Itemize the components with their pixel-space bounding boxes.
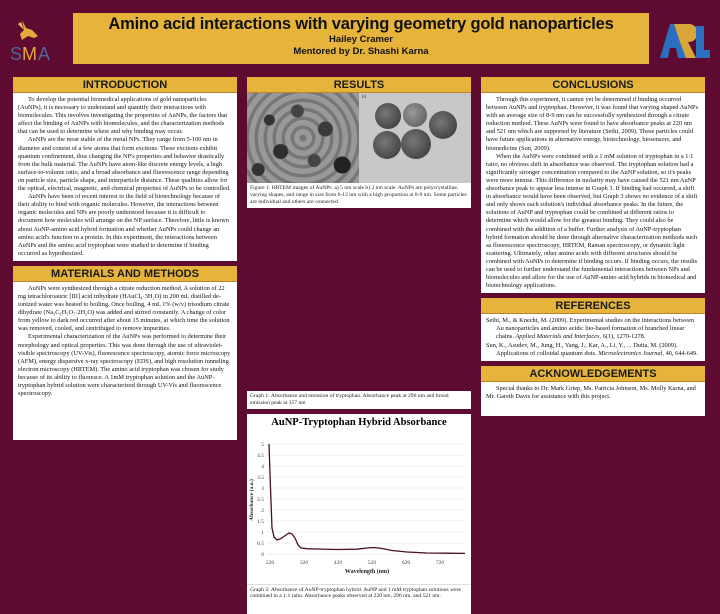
- svg-text:M: M: [22, 44, 37, 64]
- introduction-heading: INTRODUCTION: [13, 77, 237, 93]
- poster-title-banner: [73, 13, 649, 64]
- svg-text:4.5: 4.5: [257, 452, 264, 459]
- mentor-name: Mentored by Dr. Shashi Karna: [293, 46, 429, 57]
- poster-title: Amino acid interactions with varying geometry gold nanoparticles: [108, 15, 614, 33]
- methods-heading: MATERIALS AND METHODS: [13, 266, 237, 282]
- chart-title: AuNP-Tryptophan Hybrid Absorbance: [271, 416, 447, 428]
- svg-text:3.5: 3.5: [257, 474, 264, 481]
- introduction-body: [13, 93, 237, 261]
- intro-paragraph: To develop the potential biomedical applications of gold nanoparticles (AuNPs), it is necessary to understand and quantify their interactions with biomolecules. This involves investigating the properties of AuNPs, the factors that affect the binding of AuNPs with biomolecules, and the characterization methods that can be used to determine where and why binding may occur.: [18, 96, 228, 136]
- graph-1-caption: Graph 1: Absorbance and emission of tryptophan. Absorbance peak at 296 nm and broad emission peak at 357 nm: [247, 391, 471, 409]
- svg-text:Wavelength (nm): Wavelength (nm): [344, 568, 390, 575]
- svg-text:0.5: 0.5: [257, 540, 264, 547]
- results-heading: RESULTS: [247, 77, 471, 93]
- eagle-icon: [8, 18, 66, 64]
- author-name: Hailey Cramer: [329, 34, 393, 45]
- svg-text:2.5: 2.5: [257, 496, 264, 503]
- column-left: [13, 77, 237, 440]
- svg-text:2: 2: [261, 507, 264, 514]
- svg-text:Absorbance (a.u.): Absorbance (a.u.): [249, 478, 255, 521]
- svg-text:320: 320: [299, 559, 309, 566]
- figure-1: [247, 93, 471, 208]
- svg-text:A: A: [38, 44, 51, 64]
- conclusions-paragraph: When the AuNPs were combined with a 1 mM solution of tryptophan in a 1:1 ratio, no obvious shift in absorbance was observed. The tryptophan solution had a significantly stronger concentration compared to the AuNP solution, so it's peaks were more intense. This difference in molarity may have caused the 521 nm AuNP absorbance peak to appear less intense in Graph 3. If binding had occurred, a shift in absorbance would have been observed, but Graph 3 shows no evidence of a shift and only shows each solution's individual absorbance peaks. In the future, the solutions of AuNP and tryptophan could be combined at different ratios to determine which would allow for the greatest binding. They could also be combined with the addition of a buffer. Further analysis of AuNP-tryptophan hybrid formation should be done through alternative characterization methods such as fluorescence spectroscopy, HRTEM, Raman spectroscopy, or dynamic light scattering. Ultimately, other amino acids with different structures should be combined with AuNPs to determine if binding occurs. If binding occurs, the results can be used to further understand the fundamental interactions between NPs and biomolecules and allow for the use of AuNP-amino acid hybrids in biomedical and biotechnology applications.: [486, 152, 698, 290]
- references-heading: REFERENCES: [481, 298, 705, 314]
- arl-logo: [656, 18, 712, 62]
- absorbance-curve: [269, 444, 465, 553]
- graph-2: [247, 414, 471, 614]
- column-right: [481, 77, 705, 416]
- methods-body: [13, 282, 237, 440]
- svg-text:4: 4: [261, 463, 264, 470]
- svg-text:420: 420: [333, 559, 343, 566]
- svg-text:220: 220: [265, 559, 275, 566]
- svg-text:720: 720: [435, 559, 445, 566]
- svg-text:0: 0: [261, 551, 264, 558]
- svg-text:1.5: 1.5: [257, 518, 264, 525]
- figure-1-caption: Figure 1: HRTEM images of AuNPs. a) 5 nm scale b) 2 nm scale. AuNPs are polycrystalline, varying shapes, and range in size from 6-12 nm with a high proportion at 8-9 nm. Some particles are individual and others are connected.: [250, 185, 467, 205]
- conclusions-heading: CONCLUSIONS: [481, 77, 705, 93]
- methods-paragraph: AuNPs were synthesized through a citrate reduction method. A solution of 22 mg tetrachloroauric [III] acid trihydrate (HAuCl₄·3H₂O) in 200 mL distilled de-ionized water was heated to boiling. Once boiling, 4 mL 1% (w/v) trisodium citrate dihydrate (Na₃C₆H₅O₇·2H₂O) was added and stirred constantly. A change of color from yellow to dark red occurred after about 15 minutes, at which time the solution was removed, cooled, and centrifuged to remove impurities.: [18, 284, 230, 333]
- column-middle: [247, 77, 471, 614]
- sma-logo: [8, 18, 66, 64]
- conclusions-body: [481, 93, 705, 293]
- references-body: [481, 314, 705, 360]
- svg-text:520: 520: [367, 559, 377, 566]
- reference-item: Sun, K., Asudev, M., Jung, H., Yang, J., Kar, A., Li, Y., ... Dutta, M. (2009). Applications of colloidal quantum dots. Microelectronics Journal, 40, 644-649.: [486, 341, 698, 357]
- svg-text:1: 1: [261, 529, 264, 536]
- svg-text:5: 5: [261, 441, 264, 448]
- panel-b-label: b): [362, 95, 367, 100]
- svg-text:620: 620: [401, 559, 411, 566]
- graph-1-placeholder: [247, 208, 471, 390]
- reference-item: Sethi, M., & Knecht, M. (2009). Experimental studies on the interactions between Au nanoparticles and amino acids: bio-based formation of branched linear chains. Applied Materials and Interfaces, 6(1), 1270-1278.: [486, 317, 695, 341]
- hrtem-image-b: [359, 93, 471, 183]
- intro-paragraph: AuNPs are the most stable of the metal NPs. They range from 5-100 nm in diameter and consist of a few atoms that form excitons. These excitons exhibit quantum confinement, thus changing the NP's properties and behavior drastically from the bulk material. The AuNPs have atom-like discrete energy levels, a high surface-to-volume ratio, and a broad absorbance and fluorescence range depending on particle size, particle shape, and interparticle distance. These qualities allow for the optical, electrical, magnetic, and chemical properties of AuNPs to be controlled.: [18, 136, 231, 193]
- graph-2-caption: Graph 2: Absorbance of AuNP-tryptophan hybrid. AuNP and 1 mM tryptophan solutions were combined in a 1:1 ratio. Absorbance peaks observed at 220 nm, 296 nm, and 521 nm.: [247, 584, 471, 603]
- acknowledgements-text: Special thanks to Dr. Mark Griep, Ms. Patricia Johnson, Ms. Molly Karna, and Mr. Gareth Davis for assistance with this project.: [486, 384, 696, 400]
- methods-paragraph: Experimental characterization of the AuNPs was performed to determine their morphology and optical properties. This was done through the use of ultraviolet-visible spectroscopy (UV-Vis), fluorescence spectroscopy, atomic force microscopy (AFM), energy dispersive x-ray spectroscopy (EDS), and high resolution tunneling electron microscopy (HRTEM). The amino acid tryptophan was chosen for study because of its ability to fluoresce. A 1mM tryptophan solution and the AuNP-tryptophan hybrid solution were characterized through UV-Vis and fluorescence spectroscopy.: [18, 333, 231, 398]
- hrtem-image-a: [247, 93, 359, 183]
- acknowledgements-body: [481, 382, 705, 416]
- svg-text:3: 3: [261, 485, 264, 492]
- svg-text:S: S: [10, 44, 23, 64]
- conclusions-paragraph: Through this experiment, it cannot yet be determined if binding occurred between AuNPs and tryptophan. However, it was found that varying shaped AuNPs with an average size of 8-9 nm can be successfully synthesized through a citrate reduction method. These AuNPs were found to have absorbance peaks at 220 nm and 521 nm which are supported by literature (Sethi, 2009). These particles could have future applications in alternative energy, biotechnology, biosensors, and biomedicine (Sun, 2009).: [486, 96, 699, 152]
- intro-paragraph: AuNPs have been of recent interest to the field of biotechnology because of their ability to bind with organic molecules. However, the interactions between organic molecules and NPs are poorly understood because it is difficult to document how molecules will arrange on the NP surface. Therefore, little is known about AuNP-amino acid hybrid formation and whether AuNPs could change an amino acid's function in a protein. In this experiment, the interactions between AuNPs and the amino acid tryptophan were studied to determine if binding occurred as hypothesized.: [18, 193, 230, 257]
- acknowledgements-heading: ACKNOWLEDGEMENTS: [481, 366, 705, 382]
- absorbance-chart: [247, 438, 471, 583]
